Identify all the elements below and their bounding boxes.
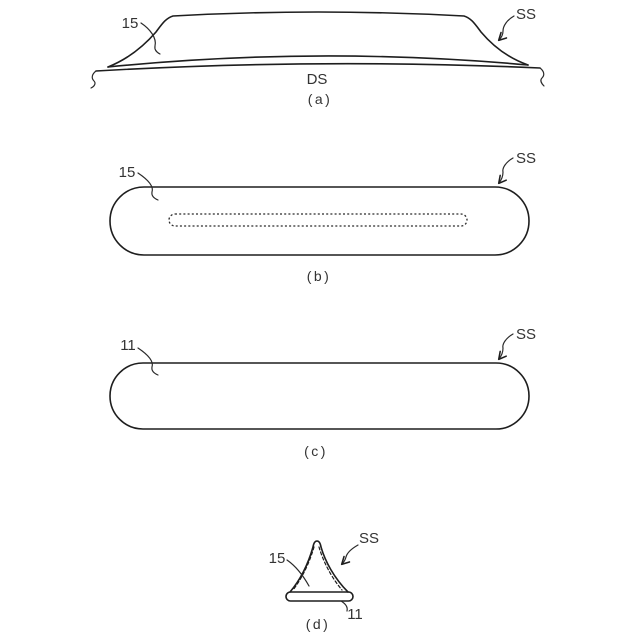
figure-caption-c: (c)	[304, 443, 328, 459]
ref-label-15: 15	[118, 164, 136, 181]
leader-line-ss	[499, 158, 513, 183]
base-disc-outline	[286, 592, 353, 601]
ref-label-11: 11	[120, 337, 136, 354]
ref-label-ss: SS	[515, 326, 537, 343]
tread-surface-line	[96, 64, 540, 71]
figure-c	[110, 326, 536, 459]
ref-label-ss: SS	[358, 530, 380, 547]
leader-line-ss	[342, 545, 358, 564]
figure-d	[269, 530, 379, 632]
hidden-core-dotted-outline	[169, 214, 467, 226]
leader-line-11	[138, 348, 158, 375]
ref-label-ss: SS	[515, 150, 537, 167]
figure-a	[91, 6, 544, 107]
leader-line-ss	[499, 16, 514, 40]
break-mark-left	[91, 71, 96, 88]
ref-label-15: 15	[268, 550, 286, 567]
figure-caption-b: (b)	[306, 268, 332, 284]
ref-label-15: 15	[121, 15, 139, 32]
strip-outline	[110, 187, 529, 255]
mound-profile-outline	[108, 12, 528, 67]
break-mark-right	[540, 68, 544, 86]
ref-label-11: 11	[347, 606, 363, 623]
strip-outline	[110, 363, 529, 429]
figure-caption-a: (a)	[307, 91, 333, 107]
surface-label-ds: DS	[306, 71, 328, 88]
ref-label-ss: SS	[515, 6, 537, 23]
figure-b	[110, 150, 536, 284]
leader-line-ss	[499, 334, 513, 359]
figure-caption-d: (d)	[305, 616, 331, 632]
